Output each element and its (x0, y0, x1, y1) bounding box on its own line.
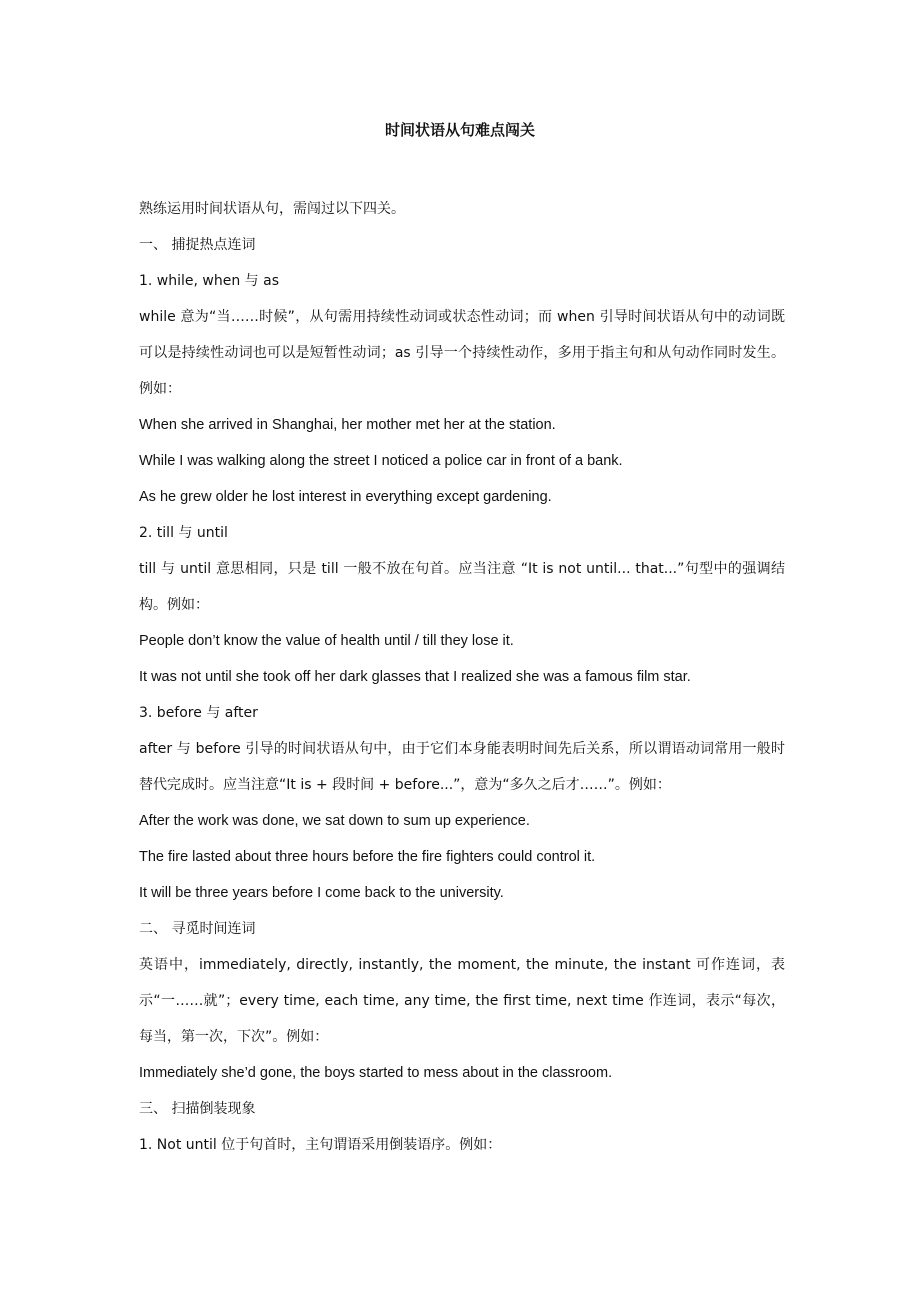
section-3-heading: 三、 扫描倒装现象 (139, 1101, 256, 1117)
example-sentence: It was not until she took off her dark glasses that I realized she was a famous film star. (139, 669, 691, 685)
example-sentence: People don’t know the value of health until / till they lose it. (139, 633, 514, 649)
section-1-sub-1-explanation: while 意为“当……时候”，从句需用持续性动词或状态性动词；而 when 引导时间状语从句中的动词既可以是持续性动词也可以是短暂性动词；as 引导一个持续性动作，多用于指主句和从句动作同时发生。例如： (139, 309, 785, 397)
document-title: 时间状语从句难点闯关 (384, 121, 535, 139)
document-body (139, 191, 785, 1163)
example-sentence: When she arrived in Shanghai, her mother met her at the station. (139, 417, 556, 433)
example-sentence: It will be three years before I come back to the university. (139, 885, 504, 901)
section-1-sub-2-explanation: till 与 until 意思相同，只是 till 一般不放在句首。应当注意 “It is not until... that...”句型中的强调结构。例如： (139, 561, 785, 613)
example-sentence: As he grew older he lost interest in everything except gardening. (139, 489, 552, 505)
example-sentence: Immediately she’d gone, the boys started to mess about in the classroom. (139, 1065, 613, 1081)
section-1-sub-3-explanation: after 与 before 引导的时间状语从句中，由于它们本身能表明时间先后关系，所以谓语动词常用一般时替代完成时。应当注意“It is + 段时间 + before...”，意为“多久之后才……”。例如： (139, 741, 785, 793)
section-3-sub-1-heading: 1. Not until 位于句首时，主句谓语采用倒装语序。例如： (139, 1137, 502, 1153)
section-1-sub-2-heading: 2. till 与 until (139, 525, 228, 541)
example-sentence: The fire lasted about three hours before the fire fighters could control it. (139, 849, 596, 865)
intro-paragraph: 熟练运用时间状语从句，需闯过以下四关。 (139, 201, 405, 217)
section-1-sub-3-heading: 3. before 与 after (139, 705, 258, 721)
example-sentence: After the work was done, we sat down to sum up experience. (139, 813, 530, 829)
example-sentence: While I was walking along the street I noticed a police car in front of a bank. (139, 453, 623, 469)
section-1-sub-1-heading: 1. while, when 与 as (139, 273, 280, 289)
section-1-heading: 一、 捕捉热点连词 (139, 237, 256, 253)
section-2-heading: 二、 寻觅时间连词 (139, 921, 256, 937)
section-2-explanation: 英语中，immediately, directly, instantly, the moment, the minute, the instant 可作连词，表示“一……就”；every time, each time, any time, the first time, next time 作连词，表示“每次，每当，第一次，下次”。例如： (139, 957, 785, 1045)
